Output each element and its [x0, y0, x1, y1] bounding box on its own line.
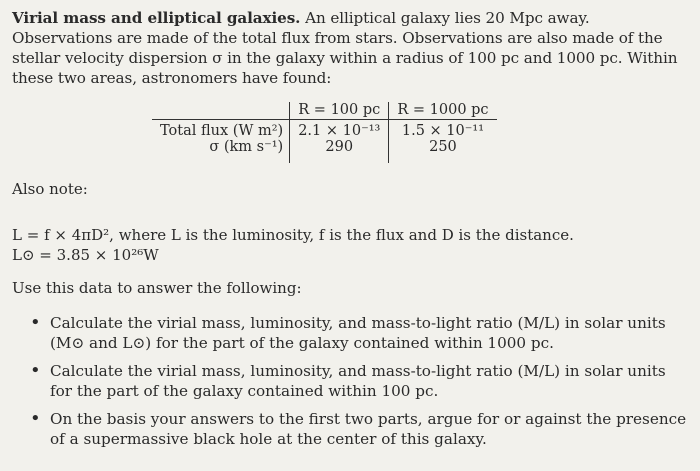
- problem-title: Virial mass and elliptical galaxies.: [12, 9, 301, 27]
- list-item: • Calculate the virial mass, luminosity, and mass-to-light ratio (M/L) in solar units for the part of the galaxy contained within 100 pc.: [30, 361, 692, 401]
- luminosity-equation: L = f × 4πD², where L is the luminosity, f is the flux and D is the distance.: [12, 226, 574, 244]
- also-note-label: Also note:: [12, 180, 88, 198]
- table-row: [152, 139, 497, 163]
- column-header-1000pc: R = 1000 pc: [389, 102, 497, 120]
- row-label-flux: Total flux (W m²): [160, 123, 284, 139]
- measurements-table: [152, 102, 497, 163]
- row-label-sigma: σ (km s⁻¹): [209, 139, 284, 155]
- table-corner: [152, 102, 290, 120]
- instructions-text: Use this data to answer the following:: [12, 279, 302, 297]
- sigma-1000pc: 250: [389, 139, 497, 163]
- sigma-100pc: 290: [290, 139, 389, 163]
- problem-statement: [12, 8, 688, 88]
- table-row: [152, 120, 497, 140]
- solar-luminosity: L⊙ = 3.85 × 10²⁶W: [12, 246, 159, 264]
- flux-100pc: 2.1 × 10⁻¹³: [290, 120, 389, 140]
- list-item: • On the basis your answers to the first two parts, argue for or against the presence of a supermassive black hole at the center of this galaxy.: [30, 409, 692, 449]
- problem-intro: An elliptical galaxy lies 20 Mpc away. Observations are made of the total flux from stars. Observations are also made of the stellar velocity dispersion σ in the galaxy within a radius of 100 pc and 1000 pc. Within these two areas, astronomers have found:: [12, 9, 678, 87]
- question-list: [30, 313, 692, 457]
- flux-1000pc: 1.5 × 10⁻¹¹: [389, 120, 497, 140]
- column-header-100pc: R = 100 pc: [290, 102, 389, 120]
- list-item: • Calculate the virial mass, luminosity, and mass-to-light ratio (M/L) in solar units (M⊙ and L⊙) for the part of the galaxy contained within 1000 pc.: [30, 313, 692, 353]
